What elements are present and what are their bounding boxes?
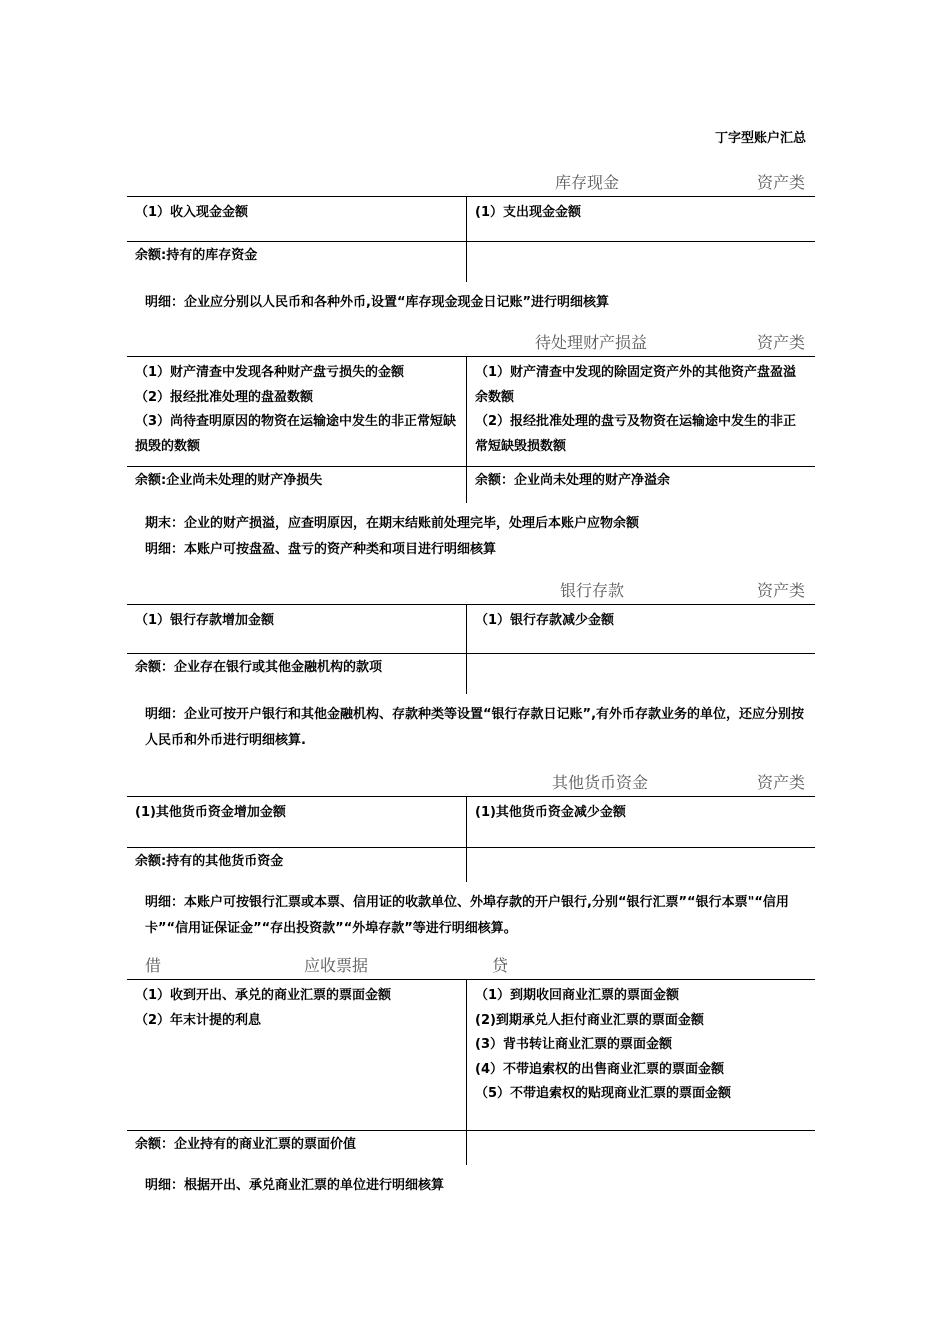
credit-side xyxy=(466,980,815,1130)
credit-side xyxy=(466,197,815,241)
balance-row xyxy=(127,848,815,882)
debit-side xyxy=(127,797,466,847)
credit-item: (1)其他货币资金减少金额 xyxy=(475,805,626,820)
credit-item: （1）财产清查中发现的除固定资产外的其他资产盘盈溢余数额 xyxy=(475,365,797,405)
debit-balance: 余额:持有的其他货币资金 xyxy=(135,854,284,869)
note-line: 明细：本账户可按银行汇票或本票、信用证的收款单位、外埠存款的开户银行,分别“银行汇票”“银行本票"“信用卡”“信用证保证金”“存出投资款”“外埠存款”等进行明细核算。 xyxy=(145,895,789,936)
debit-item: (1)其他货币资金增加金额 xyxy=(135,805,286,820)
account-name: 库存现金 xyxy=(555,173,620,192)
account-notes xyxy=(127,290,815,316)
credit-balance: 余额：企业尚未处理的财产净溢余 xyxy=(466,467,815,503)
account-entries xyxy=(127,605,815,654)
credit-item: （5）不带追索权的贴现商业汇票的票面金额 xyxy=(475,1086,732,1102)
credit-balance xyxy=(466,654,815,694)
account-header xyxy=(127,955,815,980)
debit-item: （1）银行存款增加金额 xyxy=(135,613,275,628)
debit-side xyxy=(127,197,466,241)
credit-item: （1）到期收回商业汇票的票面金额 xyxy=(475,988,680,1003)
account-category: 资产类 xyxy=(756,773,805,792)
note-line: 明细：本账户可按盘盈、盘亏的资产种类和项目进行明细核算 xyxy=(145,542,497,557)
account-category: 资产类 xyxy=(756,333,805,352)
credit-item: (4）不带追索权的出售商业汇票的票面金额 xyxy=(475,1061,724,1077)
credit-item: (2)到期承兑人拒付商业汇票的票面金额 xyxy=(475,1012,704,1028)
balance-row xyxy=(127,1131,815,1165)
note-line: 期末：企业的财产损溢，应查明原因，在期末结账前处理完毕，处理后本账户应物余额 xyxy=(145,516,640,531)
credit-item: (3）背书转让商业汇票的票面金额 xyxy=(475,1037,672,1053)
account-header xyxy=(127,772,815,797)
account-notes xyxy=(127,1173,815,1199)
balance-row xyxy=(127,467,815,503)
account-notes xyxy=(127,890,815,942)
credit-side xyxy=(466,357,815,466)
t-account-cash xyxy=(127,172,815,316)
debit-item: （3）尚待查明原因的物资在运输途中发生的非正常短缺损毁的数额 xyxy=(135,414,457,454)
credit-side xyxy=(466,797,815,847)
note-line: 明细：企业应分别以人民币和各种外币,设置“库存现金现金日记账”进行明细核算 xyxy=(145,295,610,310)
debit-balance: 余额：企业存在银行或其他金融机构的款项 xyxy=(135,660,383,675)
credit-item: （2）报经批准处理的盘亏及物资在运输途中发生的非正常短缺毁损数额 xyxy=(475,414,797,454)
account-name: 其他货币资金 xyxy=(552,773,649,792)
debit-balance: 余额:持有的库存资金 xyxy=(135,248,258,263)
credit-side xyxy=(466,605,815,653)
t-account-other-monetary-funds xyxy=(127,772,815,942)
debit-item: （2）年末计提的利息 xyxy=(135,1012,262,1028)
credit-item: （1）银行存款减少金额 xyxy=(475,613,615,628)
account-entries xyxy=(127,980,815,1131)
debit-side xyxy=(127,980,466,1130)
credit-label: 贷 xyxy=(492,956,509,975)
account-entries xyxy=(127,797,815,848)
account-name: 银行存款 xyxy=(560,581,625,600)
account-category: 资产类 xyxy=(756,173,805,192)
balance-row xyxy=(127,242,815,282)
credit-balance xyxy=(466,1131,815,1165)
account-notes xyxy=(127,511,815,563)
note-line: 明细：企业可按开户银行和其他金融机构、存款种类等设置“银行存款日记账”,有外币存款业务的单位，还应分别按人民币和外币进行明细核算. xyxy=(145,707,805,748)
account-entries xyxy=(127,197,815,242)
t-account-notes-receivable xyxy=(127,955,815,1199)
debit-item: （1）财产清查中发现各种财产盘亏损失的金额 xyxy=(135,365,405,380)
debit-item: （1）收到开出、承兑的商业汇票的票面金额 xyxy=(135,988,392,1003)
debit-side xyxy=(127,357,466,466)
document-title: 丁字型账户汇总 xyxy=(714,131,806,146)
credit-balance xyxy=(466,848,815,882)
account-header xyxy=(127,172,815,197)
account-header xyxy=(127,332,815,357)
t-account-bank-deposit xyxy=(127,580,815,754)
balance-row xyxy=(127,654,815,694)
account-entries xyxy=(127,357,815,467)
debit-label: 借 xyxy=(145,956,162,975)
credit-balance xyxy=(466,242,815,282)
debit-item: （1）收入现金金额 xyxy=(135,205,249,220)
account-name: 应收票据 xyxy=(304,956,369,975)
account-name: 待处理财产损益 xyxy=(535,333,648,352)
debit-item: （2）报经批准处理的盘盈数额 xyxy=(135,389,314,405)
credit-item: (1）支出现金金额 xyxy=(475,205,581,220)
note-line: 明细：根据开出、承兑商业汇票的单位进行明细核算 xyxy=(145,1178,445,1193)
account-category: 资产类 xyxy=(756,581,805,600)
debit-balance: 余额：企业持有的商业汇票的票面价值 xyxy=(135,1137,357,1152)
account-notes xyxy=(127,702,815,754)
debit-side xyxy=(127,605,466,653)
account-header xyxy=(127,580,815,605)
t-account-pending-property xyxy=(127,332,815,563)
debit-balance: 余额:企业尚未处理的财产净损失 xyxy=(135,473,323,488)
